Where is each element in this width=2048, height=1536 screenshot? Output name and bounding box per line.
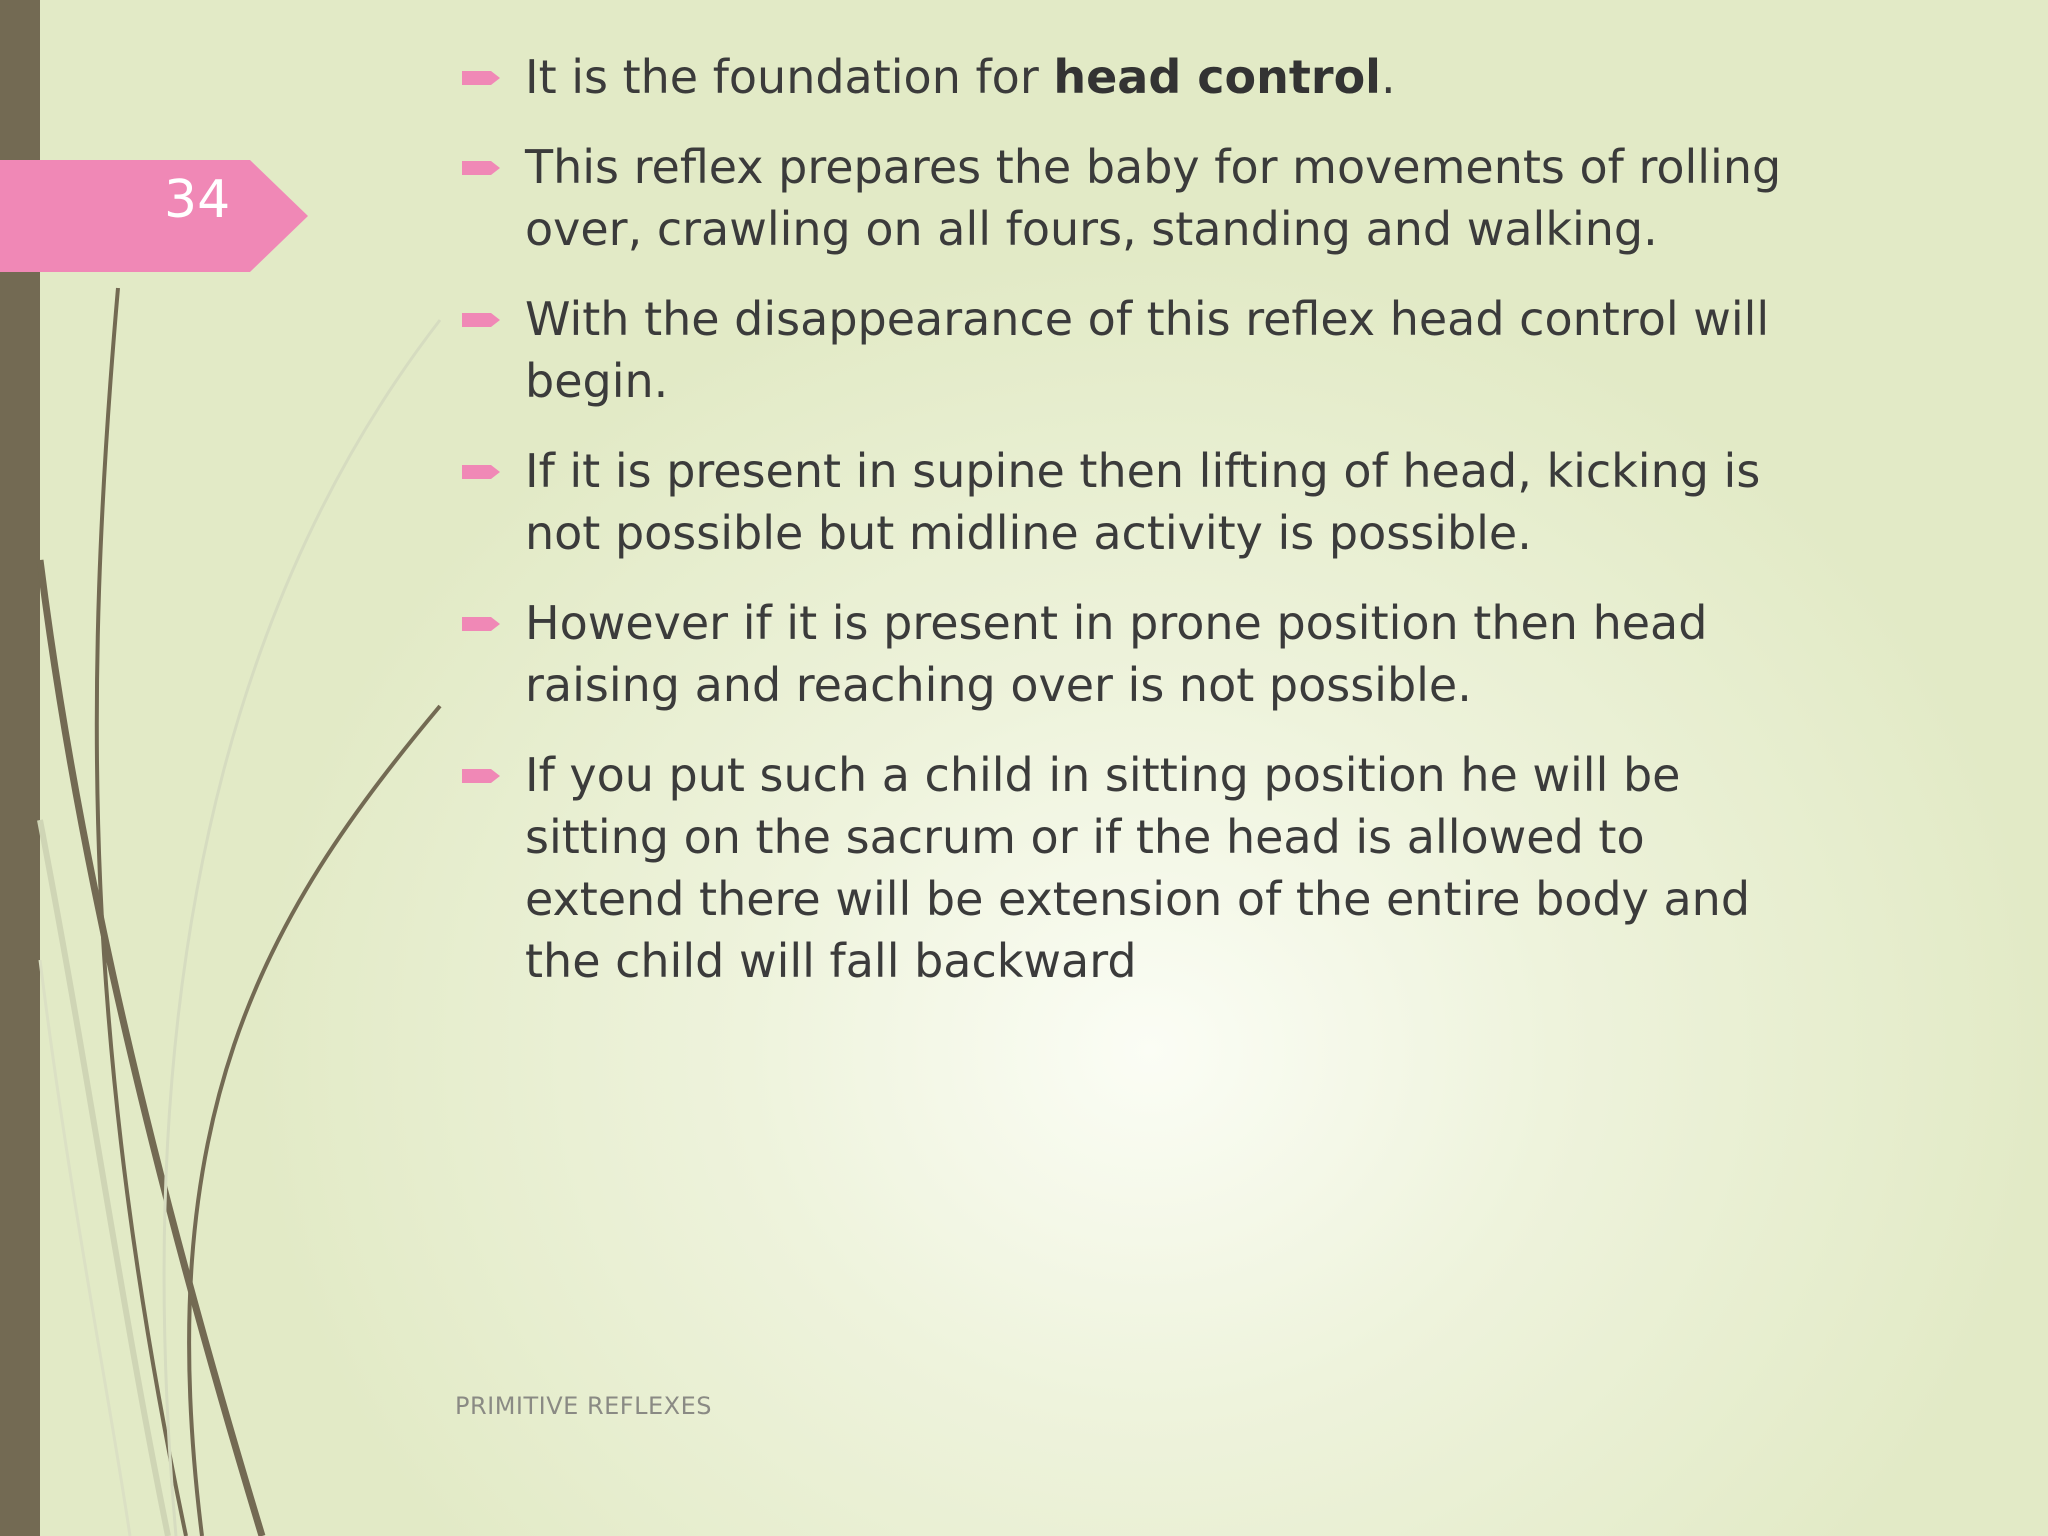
arrow-bullet-icon [462,158,502,178]
bullet-text: It is the foundation for head control. [525,50,1396,104]
bullet-list [462,46,1802,1020]
arrow-bullet-icon [462,462,502,482]
bullet-text: If you put such a child in sitting position he will be sitting on the sacrum or if the head is allowed to extend there will be extension of the entire body and the child will fall backward [525,748,1751,988]
bullet-text: With the disappearance of this reflex head control will begin. [525,292,1770,408]
bullet-text: If it is present in supine then lifting of head, kicking is not possible but midline activity is possible. [525,444,1761,560]
bullet-item [462,288,1802,412]
arrow-bullet-icon [462,614,502,634]
slide-number-tab [0,160,308,272]
slide-number: 34 [164,170,231,230]
bullet-text: This reflex prepares the baby for movements of rolling over, crawling on all fours, standing and walking. [525,140,1782,256]
bold-emphasis: head control [1053,50,1381,104]
bullet-item [462,136,1802,260]
slide-footer: PRIMITIVE REFLEXES [455,1392,712,1420]
bullet-text: However if it is present in prone position then head raising and reaching over is not possible. [525,596,1708,712]
arrow-bullet-icon [462,68,502,88]
bullet-item [462,440,1802,564]
bullet-item [462,46,1802,108]
arrow-bullet-icon [462,310,502,330]
bullet-item [462,592,1802,716]
arrow-bullet-icon [462,766,502,786]
bullet-item [462,744,1802,992]
